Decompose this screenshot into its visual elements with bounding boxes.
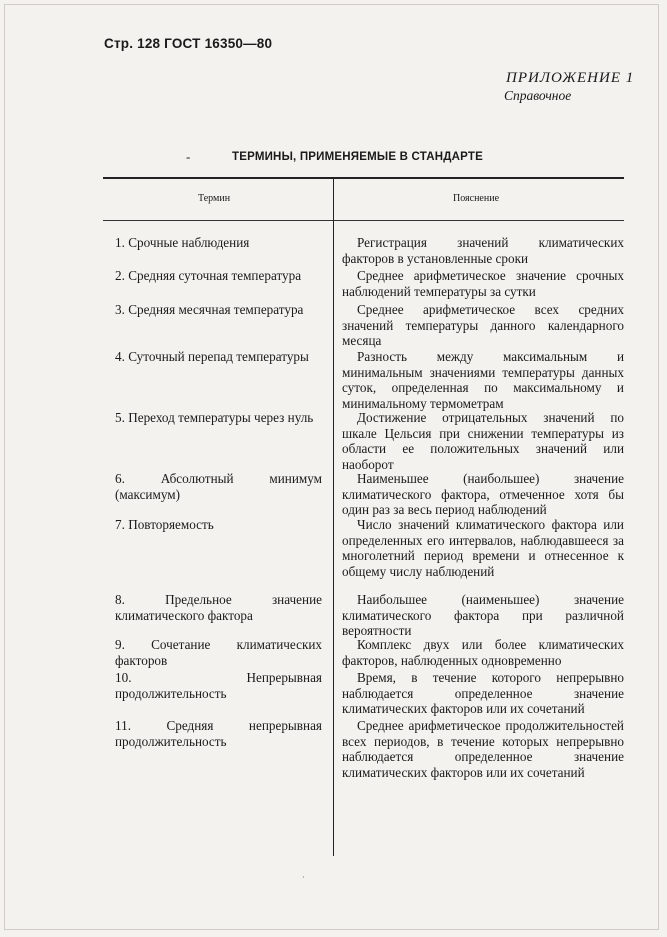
term-cell xyxy=(103,592,322,624)
title-dash: - xyxy=(186,149,191,164)
term-text: 5. Переход температуры через нуль xyxy=(115,410,314,425)
term-cell xyxy=(103,302,322,318)
term-text: 1. Срочные наблюдения xyxy=(115,235,250,250)
term-text: 3. Средняя месячная температура xyxy=(115,302,304,317)
explanation-cell: Среднее арифметическое продолжительностей всех периодов, в течение которых непрерывно наблюдается определенное значение климатических факторов или их сочетаний xyxy=(342,718,624,780)
table-header-rule xyxy=(103,220,624,221)
term-text: 8. Предельное значение климатического фактора xyxy=(115,592,322,623)
term-cell xyxy=(103,235,322,251)
column-header-explanation: Пояснение xyxy=(453,193,500,204)
term-text: 10. Непрерывная продолжительность xyxy=(115,670,322,701)
explanation-cell: Число значений климатического фактора или определенных его интервалов, наблюдавшееся за многолетний период времени и отнесенное к общему числу наблюдений xyxy=(342,517,624,579)
explanation-cell: Регистрация значений климатических факторов в установленные сроки xyxy=(342,235,624,266)
table-column-divider xyxy=(333,177,334,856)
scan-mark: · xyxy=(302,873,305,882)
table-top-rule xyxy=(103,177,624,179)
explanation-cell: Достижение отрицательных значений по шкале Цельсия при снижении температуры из области ее положительных значений или наоборот xyxy=(342,410,624,472)
term-cell xyxy=(103,718,322,750)
explanation-cell: Среднее арифметическое всех средних значений температуры данного календарного месяца xyxy=(342,302,624,349)
appendix-subtitle: Справочное xyxy=(504,88,572,103)
term-text: 6. Абсолютный минимум (максимум) xyxy=(115,471,322,502)
term-text: 11. Средняя непрерывная продолжительность xyxy=(115,718,322,749)
explanation-cell: Среднее арифметическое значение срочных наблюдений температуры за сутки xyxy=(342,268,624,299)
explanation-cell: Разность между максимальным и минимальным значениями температуры данных суток, определенная по максимальному и минимальному термометрам xyxy=(342,349,624,411)
section-title: ТЕРМИНЫ, ПРИМЕНЯЕМЫЕ В СТАНДАРТЕ xyxy=(232,151,483,163)
term-cell xyxy=(103,410,322,426)
term-cell xyxy=(103,517,322,533)
term-cell xyxy=(103,268,322,284)
explanation-cell: Комплекс двух или более климатических факторов, наблюденных одновременно xyxy=(342,637,624,668)
term-cell xyxy=(103,471,322,503)
explanation-cell: Время, в течение которого непрерывно наблюдается определенное значение климатических факторов или их сочетаний xyxy=(342,670,624,717)
term-cell xyxy=(103,637,322,669)
page-header: Стр. 128 ГОСТ 16350—80 xyxy=(104,36,273,51)
column-header-term: Термин xyxy=(198,193,231,204)
explanation-cell: Наибольшее (наименьшее) значение климатического фактора при различной вероятности xyxy=(342,592,624,639)
term-cell xyxy=(103,670,322,702)
term-cell xyxy=(103,349,322,365)
term-text: 2. Средняя суточная температура xyxy=(115,268,302,283)
term-text: 9. Сочетание климатических факторов xyxy=(115,637,322,668)
appendix-title: ПРИЛОЖЕНИЕ 1 xyxy=(506,70,635,86)
term-text: 4. Суточный перепад температуры xyxy=(115,349,309,364)
explanation-cell: Наименьшее (наибольшее) значение климатического фактора, отмеченное хотя бы один раз за весь период наблюдений xyxy=(342,471,624,518)
term-text: 7. Повторяемость xyxy=(115,517,214,532)
